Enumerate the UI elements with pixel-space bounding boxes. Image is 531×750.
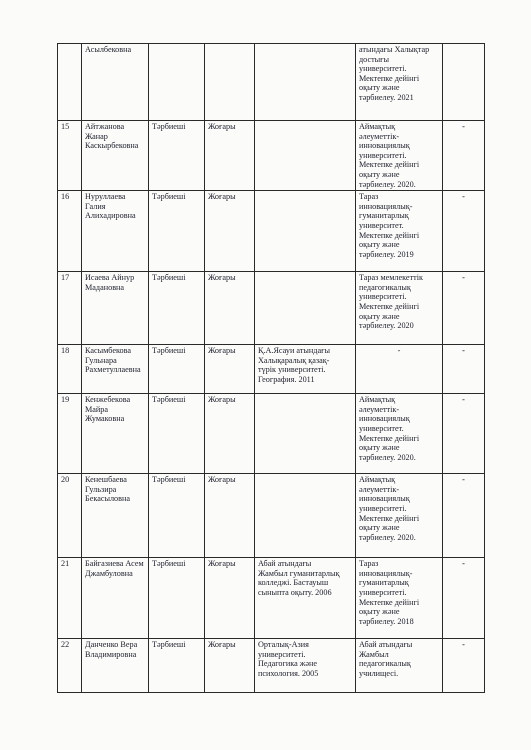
category-cell: Жоғары <box>205 639 255 693</box>
retraining-cell: Тараз мемлекеттік педагогикалық университеті. Мектепке дейінгі оқыту және тәрбиелеу. 2020 <box>356 272 443 345</box>
retraining-cell: Аймақтық әлеуметтік- инновациялық университеті. Мектепке дейінгі оқыту және тәрбиелеу. 2020. <box>356 474 443 558</box>
employee-name: Исаева Айнур Мадановна <box>82 272 149 345</box>
row-number: 17 <box>58 272 82 345</box>
table-row <box>58 44 485 121</box>
employee-name: Нуруллаева Галия Алихадировна <box>82 191 149 272</box>
row-number: 20 <box>58 474 82 558</box>
education-cell <box>255 394 356 474</box>
employee-name: Данченко Вера Владимировна <box>82 639 149 693</box>
education-cell <box>255 272 356 345</box>
note-cell: - <box>443 639 485 693</box>
retraining-cell: Аймақтық әлеуметтік- инновациялық университеті. Мектепке дейінгі оқыту және тәрбиелеу. 2020. <box>356 121 443 191</box>
category-cell: Жоғары <box>205 345 255 394</box>
position-cell: Тәрбиеші <box>149 474 205 558</box>
education-cell <box>255 191 356 272</box>
row-number: 19 <box>58 394 82 474</box>
education-cell: Орталық-Азия университеті. Педагогика және психология. 2005 <box>255 639 356 693</box>
row-number: 18 <box>58 345 82 394</box>
employee-name: Касымбекова Гульнара Рахметуллаевна <box>82 345 149 394</box>
position-cell: Тәрбиеші <box>149 121 205 191</box>
retraining-cell: Аймақтық әлеуметтік- инновациялық университет. Мектепке дейінгі оқыту және тәрбиелеу. 2020. <box>356 394 443 474</box>
staff-table <box>57 43 485 693</box>
table-row <box>58 121 485 191</box>
employee-name: Байгазиева Асем Джамбуловна <box>82 558 149 639</box>
category-cell: Жоғары <box>205 121 255 191</box>
education-cell <box>255 44 356 121</box>
position-cell: Тәрбиеші <box>149 345 205 394</box>
position-cell <box>149 44 205 121</box>
category-cell: Жоғары <box>205 394 255 474</box>
education-cell <box>255 474 356 558</box>
note-cell: - <box>443 474 485 558</box>
employee-name: Кенешбаева Гульзира Бекасыловна <box>82 474 149 558</box>
row-number: 22 <box>58 639 82 693</box>
employee-name: Айтжанова Жанар Каскырбековна <box>82 121 149 191</box>
note-cell: - <box>443 272 485 345</box>
note-cell: - <box>443 345 485 394</box>
education-cell <box>255 121 356 191</box>
note-cell: - <box>443 394 485 474</box>
row-number: 15 <box>58 121 82 191</box>
row-number <box>58 44 82 121</box>
retraining-cell: Тараз инновациялық- гуманитарлық университет. Мектепке дейінгі оқыту және тәрбиелеу. 2019 <box>356 191 443 272</box>
note-cell <box>443 44 485 121</box>
table-row <box>58 639 485 693</box>
table-row <box>58 394 485 474</box>
position-cell: Тәрбиеші <box>149 272 205 345</box>
table-row <box>58 272 485 345</box>
row-number: 16 <box>58 191 82 272</box>
note-cell: - <box>443 121 485 191</box>
category-cell: Жоғары <box>205 474 255 558</box>
retraining-cell: атындағы Халықтар достығы университеті. Мектепке дейінгі оқыту және тәрбиелеу. 2021 <box>356 44 443 121</box>
note-cell: - <box>443 191 485 272</box>
employee-name: Асылбековна <box>82 44 149 121</box>
table-row <box>58 558 485 639</box>
staff-table-body <box>58 44 485 693</box>
education-cell: Қ.А.Ясауи атындағы Халықаралық қазақ- түрік университеті. География. 2011 <box>255 345 356 394</box>
employee-name: Кенжебекова Майра Жумаковна <box>82 394 149 474</box>
table-row <box>58 191 485 272</box>
category-cell: Жоғары <box>205 558 255 639</box>
position-cell: Тәрбиеші <box>149 394 205 474</box>
category-cell: Жоғары <box>205 272 255 345</box>
position-cell: Тәрбиеші <box>149 558 205 639</box>
table-row <box>58 345 485 394</box>
category-cell <box>205 44 255 121</box>
retraining-cell: Тараз инновациялық- гуманитарлық университеті. Мектепке дейінгі оқыту және тәрбиелеу. 2018 <box>356 558 443 639</box>
education-cell: Абай атындағы Жамбыл гуманитарлық колледжі. Бастауыш сыныпта оқыту. 2006 <box>255 558 356 639</box>
retraining-cell: Абай атындағы Жамбыл педагогикалық училищесі. <box>356 639 443 693</box>
position-cell: Тәрбиеші <box>149 191 205 272</box>
retraining-cell: - <box>356 345 443 394</box>
row-number: 21 <box>58 558 82 639</box>
position-cell: Тәрбиеші <box>149 639 205 693</box>
note-cell: - <box>443 558 485 639</box>
table-row <box>58 474 485 558</box>
category-cell: Жоғары <box>205 191 255 272</box>
